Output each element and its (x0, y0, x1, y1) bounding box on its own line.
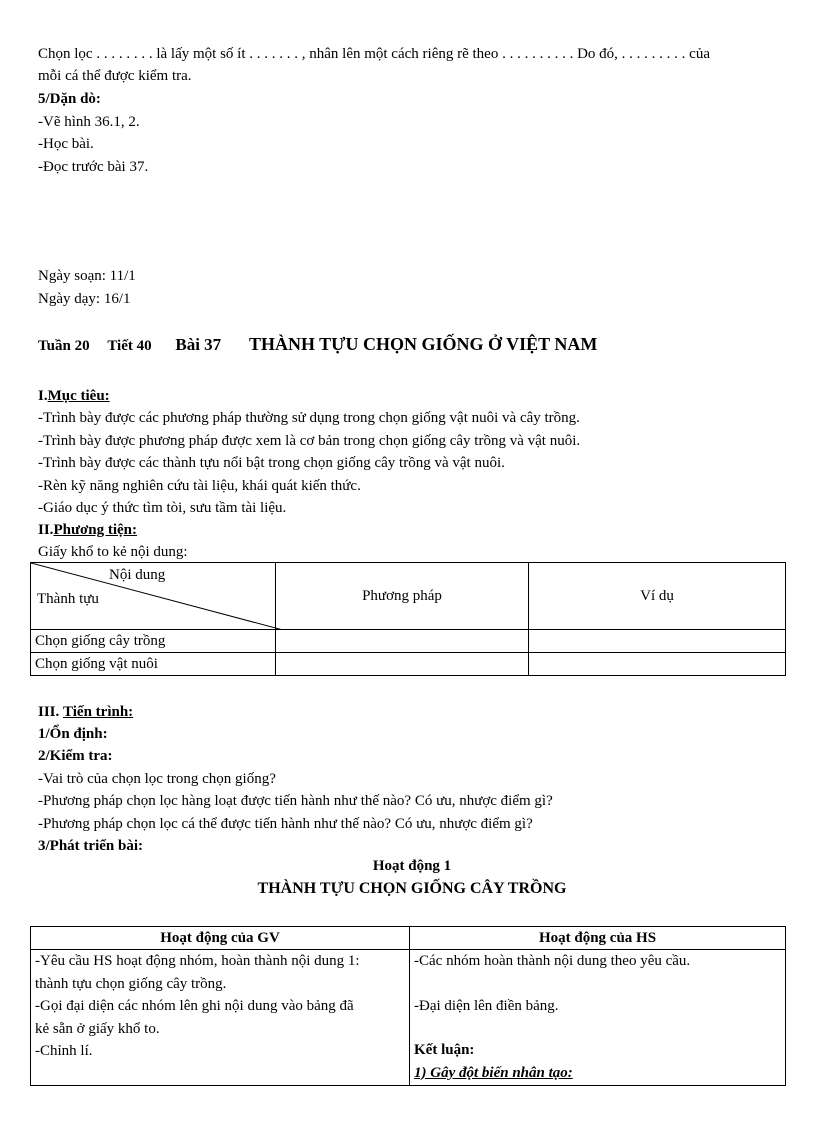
row-label: Chọn giống cây trồng (31, 630, 276, 653)
lesson-title: THÀNH TỰU CHỌN GIỐNG Ở VIỆT NAM (248, 334, 598, 354)
materials-table (30, 562, 786, 676)
activity-body-row (31, 950, 786, 1086)
objective-item: -Giáo dục ý thức tìm tòi, sưu tầm tài liệu. (38, 500, 287, 516)
point-1: 1) Gây đột biến nhân tạo: (414, 1064, 573, 1081)
activity-label: Hoạt động 1 (372, 858, 452, 874)
empty-cell (529, 653, 786, 676)
empty-cell (276, 653, 529, 676)
table-row (31, 653, 786, 676)
table-row (31, 630, 786, 653)
conclusion-label: Kết luận: (414, 1042, 475, 1058)
review-question: -Vai trò của chọn lọc trong chọn giống? (38, 771, 276, 787)
gv-line: -Gọi đại diện các nhóm lên ghi nội dung vào bảng đã (35, 998, 354, 1014)
process-heading (38, 702, 133, 722)
step-1: 1/Ổn định: (38, 726, 108, 742)
homework-heading: 5/Dặn dò: (38, 91, 101, 107)
lesson-week: Tuần 20 (38, 338, 90, 354)
objective-item: -Rèn kỹ năng nghiên cứu tài liệu, khái quát kiến thức. (38, 478, 361, 494)
header-example: Ví dụ (529, 563, 786, 630)
table-header-row (31, 563, 786, 630)
activity-table (30, 926, 786, 1086)
process-heading-prefix: III. (38, 704, 60, 720)
gv-line: -Yêu cầu HS hoạt động nhóm, hoàn thành nội dung 1: (35, 953, 360, 969)
header-method: Phương pháp (276, 563, 529, 630)
gv-header: Hoạt động của GV (31, 927, 410, 950)
objectives-heading-prefix: I. (38, 388, 48, 404)
homework-item: -Vẽ hình 36.1, 2. (38, 114, 140, 130)
review-question: -Phương pháp chọn lọc cá thể được tiến hành như thế nào? Có ưu, nhược điểm gì? (38, 816, 533, 832)
empty-cell (276, 630, 529, 653)
corner-top-label: Nội dung (109, 567, 166, 583)
intro-line-2: mỗi cá thể được kiểm tra. (38, 68, 192, 84)
diagonal-header-cell (31, 563, 276, 630)
date-prepared: Ngày soạn: 11/1 (38, 268, 136, 284)
step-2: 2/Kiểm tra: (38, 748, 113, 764)
review-question: -Phương pháp chọn lọc hàng loạt được tiến hành như thế nào? Có ưu, nhược điểm gì? (38, 793, 553, 809)
objective-item: -Trình bày được các thành tựu nổi bật trong chọn giống cây trồng và vật nuôi. (38, 455, 505, 471)
lesson-number: Bài 37 (175, 335, 222, 354)
gv-line: kẻ sẵn ở giấy khổ to. (35, 1020, 160, 1037)
objectives-heading (38, 386, 110, 406)
hs-line: -Đại diện lên điền bảng. (414, 997, 559, 1014)
empty-cell (529, 630, 786, 653)
corner-bottom-label: Thành tựu (37, 591, 99, 607)
activity-header-row (31, 927, 786, 950)
hs-column (410, 950, 786, 1086)
objective-item: -Trình bày được phương pháp được xem là cơ bản trong chọn giống cây trồng và vật nuôi. (38, 433, 581, 449)
lesson-header (38, 334, 597, 355)
materials-heading-text: Phương tiện: (53, 522, 137, 538)
gv-line: thành tựu chọn giống cây trồng. (35, 975, 227, 992)
process-heading-text: Tiến trình: (63, 704, 134, 720)
homework-item: -Đọc trước bài 37. (38, 159, 149, 175)
homework-item: -Học bài. (38, 136, 94, 152)
intro-line-1: Chọn lọc . . . . . . . . là lấy một số ít . . . . . . . , nhân lên một cách riêng rẽ theo . . . . . . . . . . Do đó, . . . . . . . . . của (38, 46, 710, 62)
objective-item: -Trình bày được các phương pháp thường sử dụng trong chọn giống vật nuôi và cây trồng. (38, 410, 580, 426)
hs-line: -Các nhóm hoàn thành nội dung theo yêu cầu. (414, 953, 691, 969)
date-taught: Ngày dạy: 16/1 (38, 291, 131, 307)
materials-note: Giấy khổ to kẻ nội dung: (38, 544, 188, 560)
gv-line: -Chỉnh lí. (35, 1043, 93, 1059)
materials-heading-prefix: II. (38, 522, 54, 538)
objectives-heading-text: Mục tiêu: (47, 388, 110, 404)
lesson-period: Tiết 40 (107, 338, 152, 354)
row-label: Chọn giống vật nuôi (31, 653, 276, 676)
materials-heading (38, 520, 137, 540)
hs-header: Hoạt động của HS (410, 927, 786, 950)
activity-title: THÀNH TỰU CHỌN GIỐNG CÂY TRỒNG (257, 880, 567, 897)
step-3: 3/Phát triển bài: (38, 838, 143, 854)
gv-column (31, 950, 410, 1086)
